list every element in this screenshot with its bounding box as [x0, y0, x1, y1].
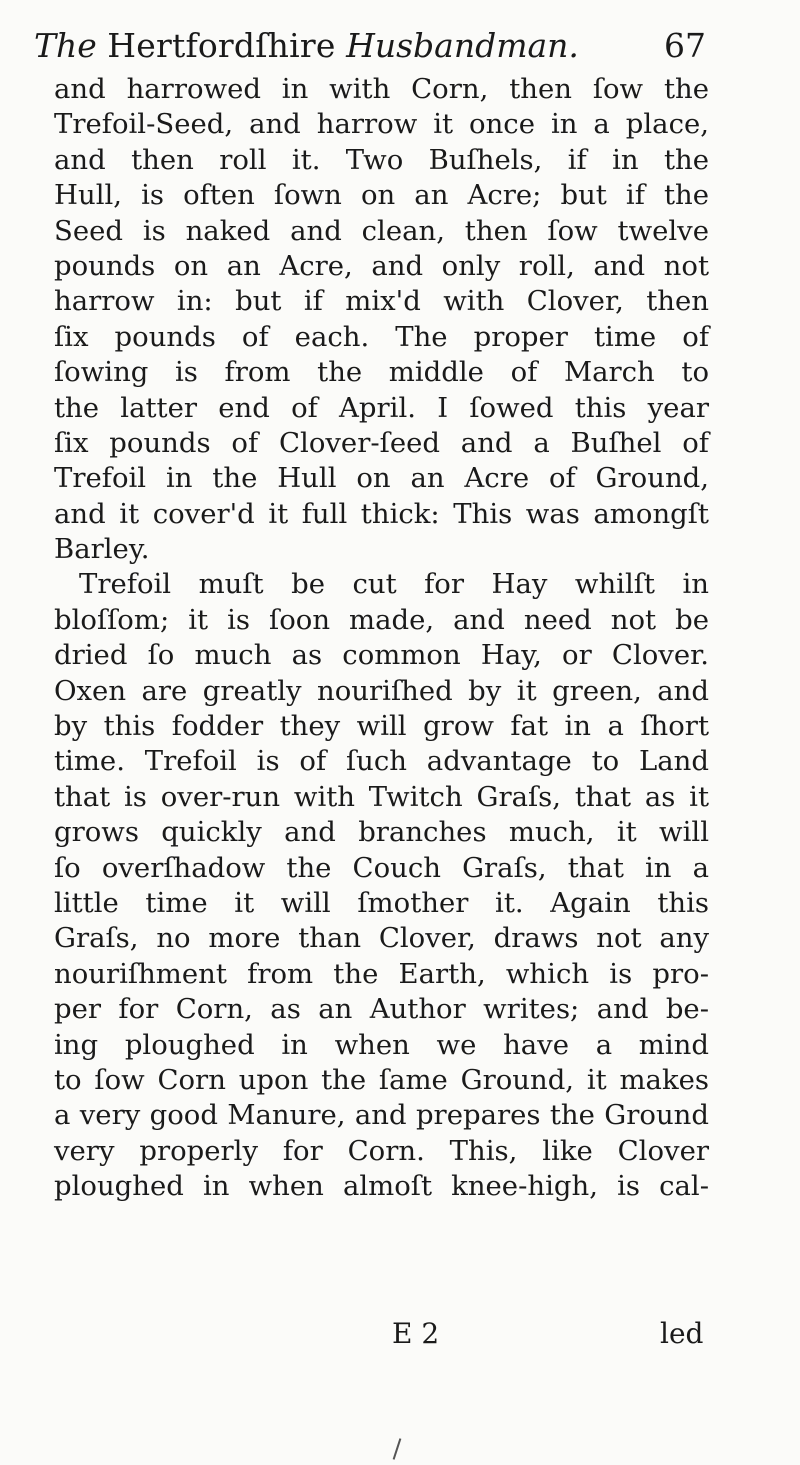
- text-line: and it cover'd it full thick: This was amongſt: [54, 497, 709, 530]
- text-line: Trefoil-Seed, and harrow it once in a place,: [54, 108, 709, 141]
- text-line: and harrowed in with Corn, then ſow the: [54, 73, 709, 105]
- body-text: [54, 72, 709, 1205]
- page-footer: [0, 1316, 800, 1352]
- text-line: ſo overſhadow the Couch Graſs, that in a: [54, 851, 709, 884]
- text-line: dried ſo much as common Hay, or Clover.: [54, 639, 709, 672]
- text-line: Oxen are greatly nouriſhed by it green, and: [54, 674, 709, 707]
- text-line: Trefoil muſt be cut for Hay whilſt in: [79, 568, 709, 601]
- text-line: Seed is naked and clean, then ſow twelve: [54, 214, 709, 247]
- header-the: The: [34, 26, 97, 65]
- text-line: ploughed in when almoſt knee-high, is cal-: [54, 1170, 709, 1203]
- text-line: nouriſhment from the Earth, which is pro-: [54, 957, 709, 990]
- catchword: led: [660, 1317, 704, 1350]
- text-line: per for Corn, as an Author writes; and be-: [54, 993, 709, 1026]
- text-line: bloſſom; it is ſoon made, and need not be: [54, 603, 709, 636]
- header-county: Hertfordſhire: [107, 26, 336, 65]
- text-line: a very good Manure, and prepares the Ground: [54, 1099, 709, 1132]
- text-line: grows quickly and branches much, it will: [54, 816, 709, 849]
- text-line: by this fodder they will grow fat in a ſhort: [54, 710, 709, 743]
- text-line: very properly for Corn. This, like Clover: [54, 1134, 709, 1167]
- signature-mark: E 2: [392, 1317, 440, 1350]
- text-line: the latter end of April. I ſowed this year: [54, 391, 709, 424]
- running-header: [34, 20, 706, 72]
- text-line: ſix pounds of each. The proper time of: [54, 320, 709, 353]
- text-line: harrow in: but if mix'd with Clover, then: [54, 285, 709, 318]
- text-line: ſowing is from the middle of March to: [54, 356, 709, 389]
- text-line: pounds on an Acre, and only roll, and not: [54, 249, 709, 282]
- text-line: and then roll it. Two Buſhels, if in the: [54, 143, 709, 176]
- text-line: to ſow Corn upon the ſame Ground, it makes: [54, 1063, 709, 1096]
- text-line: Graſs, no more than Clover, draws not any: [54, 922, 709, 955]
- text-line: Barley.: [54, 533, 150, 566]
- text-line: Trefoil in the Hull on an Acre of Ground,: [54, 462, 709, 495]
- text-line: time. Trefoil is of ſuch advantage to Land: [54, 745, 709, 778]
- text-line: little time it will ſmother it. Again this: [54, 886, 709, 919]
- text-line: that is over-run with Twitch Graſs, that as it: [54, 780, 709, 813]
- text-line: ſix pounds of Clover-ſeed and a Buſhel of: [54, 426, 709, 459]
- text-line: ing ploughed in when we have a mind: [54, 1028, 709, 1061]
- ink-mark: [393, 1438, 402, 1460]
- page-number: 67: [664, 26, 706, 65]
- header-husbandman: Husbandman.: [346, 26, 579, 65]
- text-line: Hull, is often ſown on an Acre; but if the: [54, 179, 709, 212]
